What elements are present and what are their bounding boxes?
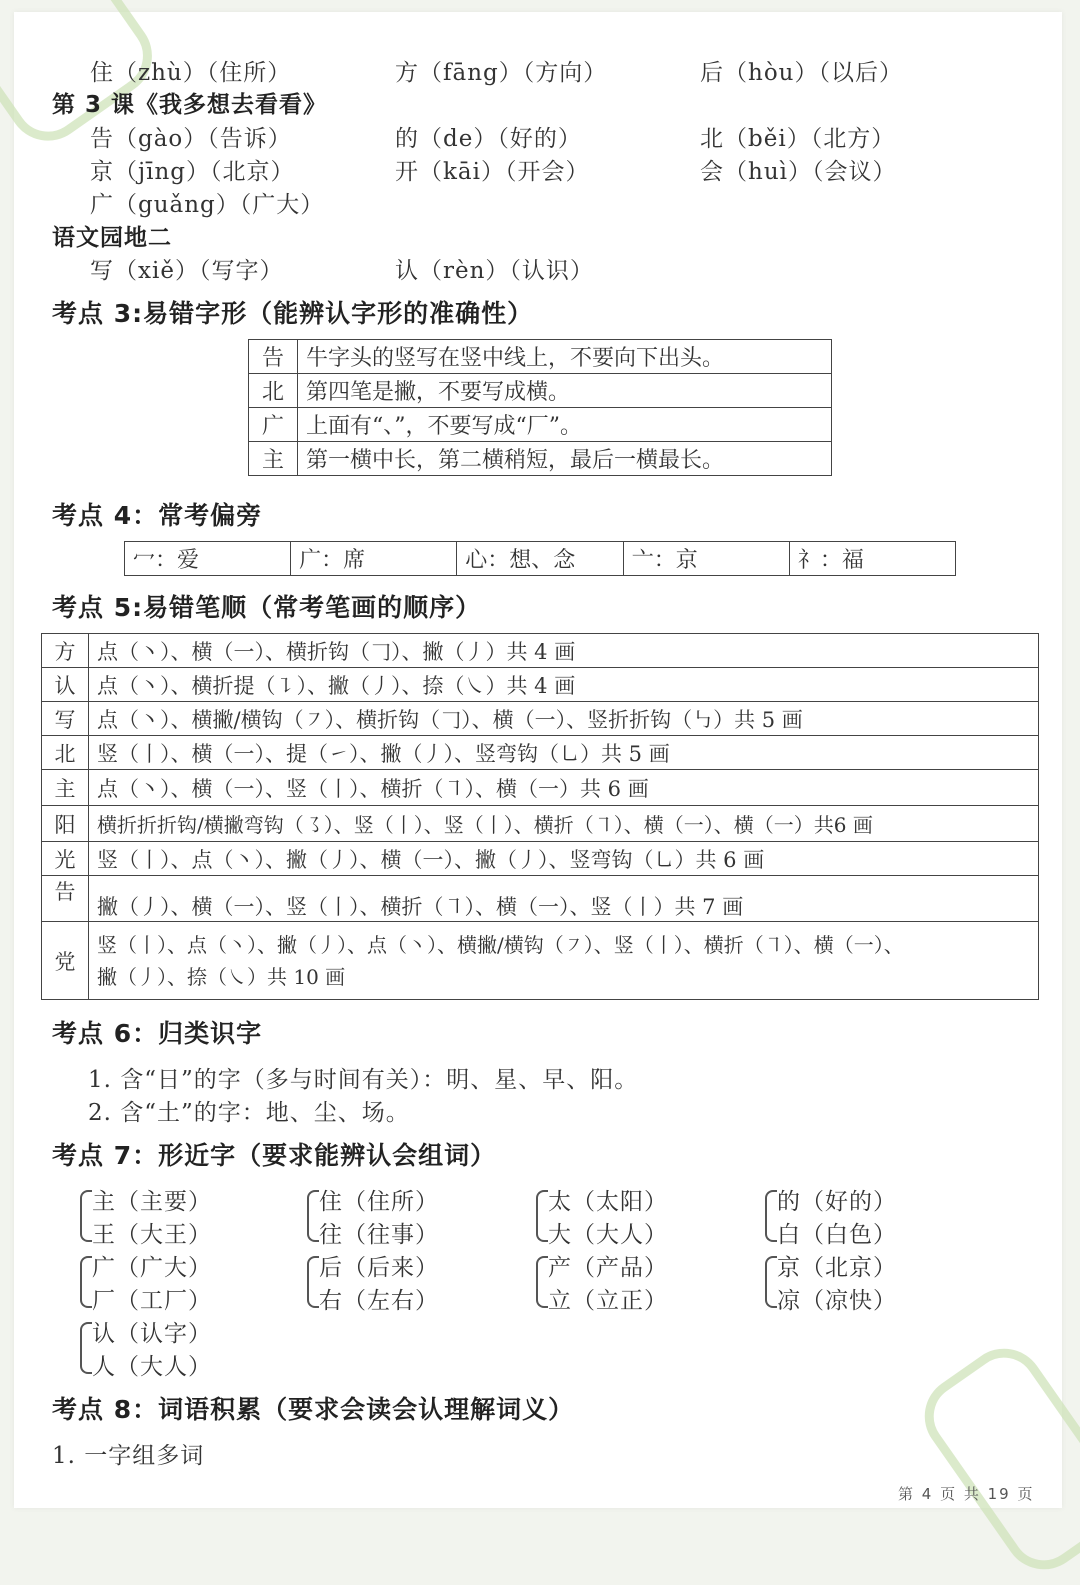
table-row [42,736,1039,770]
word-pair-item: 太（太阳） [548,1189,668,1215]
table-row [42,770,1039,806]
word-entry: 住（zhù）（住所） [90,60,292,86]
word-pair-item: 后（后来） [319,1255,439,1281]
strokes-line: 竖（丨）、点（丶）、撇（丿）、点（丶）、横撇/横钩（㇇）、竖（丨）、横折（㇕）、横（一）、 [97,932,904,957]
table-row [125,542,956,576]
table-cell-strokes: 点（丶）、横折提（㇊）、撇（丿）、捺（㇏）共 4 画 [89,668,1039,702]
table-row [42,634,1039,668]
word-pair-item: 右（左右） [319,1288,439,1314]
table-cell-char: 广 [249,408,298,442]
word-pair-item: 白（白色） [777,1222,897,1248]
lesson-title: 第 3 课《我多想去看看》 [52,92,328,118]
table-cell-char: 写 [42,702,89,736]
sub-heading: 1. 一字组多词 [52,1443,205,1469]
word-pair-item: 大（大人） [548,1222,668,1248]
table-row [42,922,1039,1000]
list-item: 1. 含“日”的字（多与时间有关）：明、星、早、阳。 [88,1067,639,1093]
list-item: 2. 含“土”的字：地、尘、场。 [88,1100,410,1126]
word-pair-item: 王（大王） [92,1222,212,1248]
table-cell: 广：席 [291,542,457,576]
brace-icon [307,1256,319,1308]
radical-table [124,541,956,576]
table-row [42,702,1039,736]
strokes-line: 撇（丿）、捺（㇏）共 10 画 [97,964,346,989]
brace-icon [536,1190,548,1242]
brace-icon [80,1190,92,1242]
section-heading: 考点 5:易错笔顺（常考笔画的顺序） [52,593,482,622]
section-heading: 考点 7：形近字（要求能辨认会组词） [52,1141,497,1170]
table-cell-strokes: 横折折折钩/横撇弯钩（㇌）、竖（丨）、竖（丨）、横折（㇕）、横（一）、横（一）共6 画 [89,806,1039,842]
table-row [249,374,832,408]
section-heading: 考点 4：常考偏旁 [52,501,263,530]
word-entry: 北（běi）（北方） [700,126,896,152]
word-pair-item: 认（认字） [92,1321,212,1347]
brace-icon [765,1256,777,1308]
table-cell-strokes: 点（丶）、横撇/横钩（㇇）、横折钩（𠃌）、横（一）、竖折折钩（㇉）共 5 画 [89,702,1039,736]
table-row [249,340,832,374]
section-title: 语文园地二 [52,225,172,251]
table-cell-char: 告 [42,876,89,922]
section-heading: 考点 8：词语积累（要求会读会认理解词义） [52,1395,575,1424]
table-cell-char: 主 [249,442,298,476]
word-pair-item: 的（好的） [777,1189,897,1215]
table-cell-strokes: 撇（丿）、横（一）、竖（丨）、横折（㇕）、横（一）、竖（丨）共 7 画 [89,876,1039,922]
table-cell: 心：想、念 [457,542,624,576]
word-pair-item: 产（产品） [548,1255,668,1281]
word-pair-item: 立（立正） [548,1288,668,1314]
word-entry: 的（de）（好的） [395,126,582,152]
table-cell-char: 阳 [42,806,89,842]
table-row [249,442,832,476]
word-pair-item: 人（大人） [92,1354,212,1380]
word-entry: 京（jīng）（北京） [90,159,295,185]
table-cell-strokes: 点（丶）、横（一）、横折钩（𠃌）、撇（丿）共 4 画 [89,634,1039,668]
table-cell-note: 牛字头的竖写在竖中线上，不要向下出头。 [298,340,832,374]
word-entry: 广（guǎng）（广大） [90,192,325,218]
word-entry: 后（hòu）（以后） [700,60,903,86]
word-pair-item: 厂（工厂） [92,1288,212,1314]
stroke-order-table [41,633,1039,1000]
table-cell-note: 第四笔是撇，不要写成横。 [298,374,832,408]
table-row [42,876,1039,922]
brace-icon [307,1190,319,1242]
table-row [42,842,1039,876]
table-cell-char: 认 [42,668,89,702]
table-cell-char: 北 [249,374,298,408]
table-cell-char: 党 [42,922,89,1000]
word-entry: 认（rèn）（认识） [395,258,594,284]
brace-icon [536,1256,548,1308]
word-pair-item: 主（主要） [92,1189,212,1215]
section-heading: 考点 3:易错字形（能辨认字形的准确性） [52,299,534,328]
brace-icon [80,1256,92,1308]
word-pair-item: 凉（凉快） [777,1288,897,1314]
word-pair-item: 往（往事） [319,1222,439,1248]
word-entry: 开（kāi）（开会） [395,159,590,185]
section-heading: 考点 6：归类识字 [52,1019,263,1048]
word-pair-item: 广（广大） [92,1255,212,1281]
table-cell-note: 第一横中长，第二横稍短，最后一横最长。 [298,442,832,476]
table-cell: 亠：京 [623,542,789,576]
table-cell-char: 主 [42,770,89,806]
table-row [42,668,1039,702]
word-pair-item: 京（北京） [777,1255,897,1281]
table-cell-char: 北 [42,736,89,770]
table-row [249,408,832,442]
table-cell-char: 告 [249,340,298,374]
table-row [42,806,1039,842]
word-pair-item: 住（住所） [319,1189,439,1215]
word-entry: 会（huì）（会议） [700,159,897,185]
brace-icon [80,1322,92,1374]
table-cell-strokes: 点（丶）、横（一）、竖（丨）、横折（㇕）、横（一）共 6 画 [89,770,1039,806]
table-cell-strokes: 竖（丨）、点（丶）、撇（丿）、横（一）、撇（丿）、竖弯钩（㇟）共 6 画 [89,842,1039,876]
brace-icon [765,1190,777,1242]
table-cell: 礻：福 [789,542,955,576]
page-number: 第 4 页 共 19 页 [898,1485,1035,1503]
table-cell: 冖：爱 [125,542,291,576]
table-cell-char: 光 [42,842,89,876]
table-cell-char: 方 [42,634,89,668]
table-cell-strokes: 竖（丨）、横（一）、提（㇀）、撇（丿）、竖弯钩（㇟）共 5 画 [89,736,1039,770]
word-entry: 告（gào）（告诉） [90,126,292,152]
table-cell-note: 上面有“、”，不要写成“厂”。 [298,408,832,442]
word-entry: 写（xiě）（写字） [90,258,284,284]
word-entry: 方（fāng）（方向） [395,60,608,86]
table-cell-strokes [89,922,1039,1000]
glyph-error-table [248,339,832,476]
